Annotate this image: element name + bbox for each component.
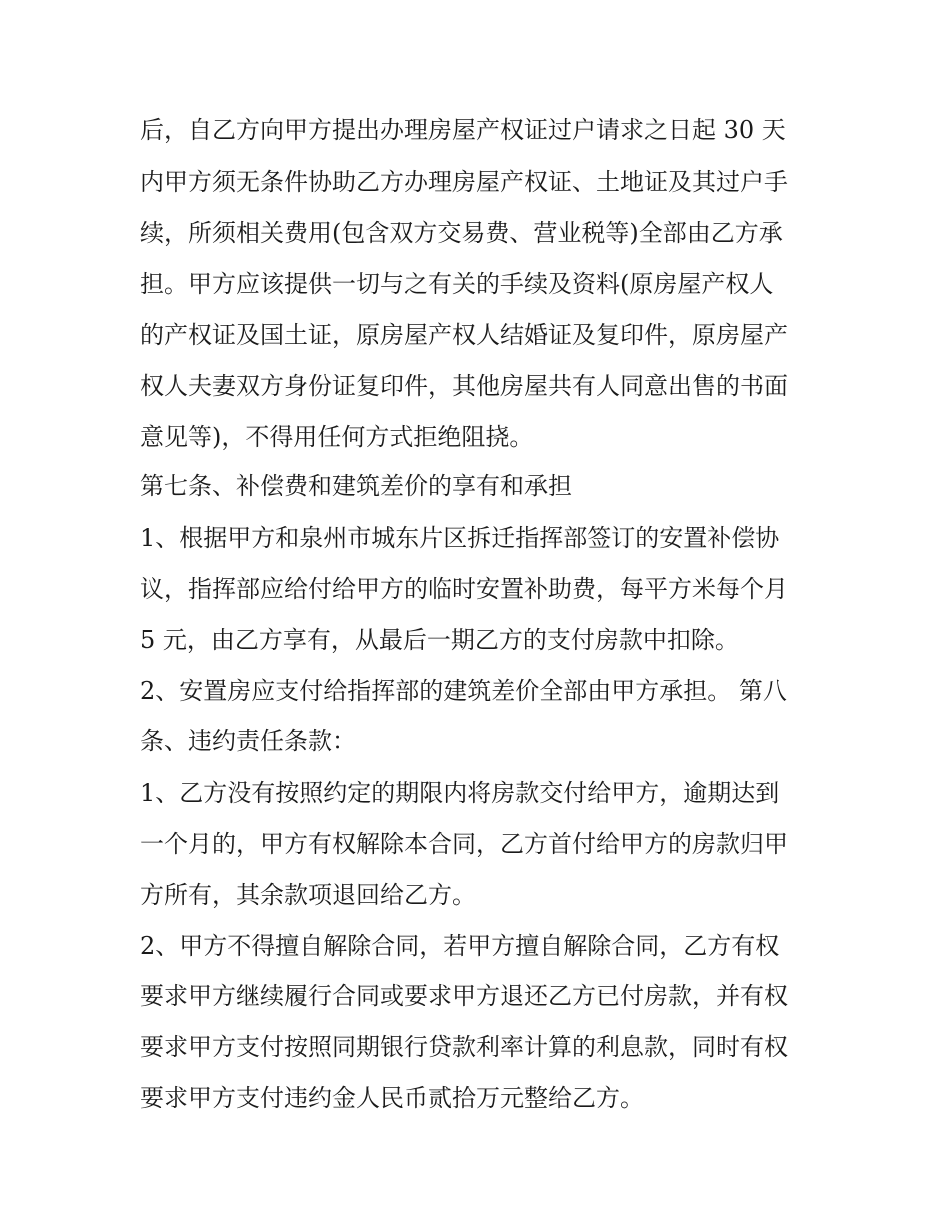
text-line: 一个月的，甲方有权解除本合同，乙方首付给甲方的房款归甲 bbox=[140, 830, 788, 858]
text-line: 续，所须相关费用(包含双方交易费、营业税等)全部由乙方承 bbox=[140, 219, 783, 247]
text-line: 内甲方须无条件协助乙方办理房屋产权证、土地证及其过户手 bbox=[140, 168, 788, 196]
text-line: 2、甲方不得擅自解除合同，若甲方擅自解除合同，乙方有权 bbox=[140, 932, 780, 960]
text-line: 要求甲方支付违约金人民币贰拾万元整给乙方。 bbox=[140, 1084, 644, 1112]
text-line: 权人夫妻双方身份证复印件，其他房屋共有人同意出售的书面 bbox=[140, 372, 788, 400]
text-line: 担。甲方应该提供一切与之有关的手续及资料(原房屋产权人 bbox=[140, 270, 774, 298]
section-heading: 条、违约责任条款： bbox=[140, 727, 356, 755]
text-line: 的产权证及国土证，原房屋产权人结婚证及复印件，原房屋产 bbox=[140, 321, 788, 349]
text-line: 2、安置房应支付给指挥部的建筑差价全部由甲方承担。 第八 bbox=[140, 677, 787, 705]
section-heading: 第七条、补偿费和建筑差价的享有和承担 bbox=[140, 472, 572, 500]
text-line: 方所有，其余款项退回给乙方。 bbox=[140, 881, 476, 909]
text-line: 意见等)，不得用任何方式拒绝阻挠。 bbox=[140, 423, 534, 451]
text-line: 5 元，由乙方享有，从最后一期乙方的支付房款中扣除。 bbox=[140, 626, 739, 654]
text-line: 1、乙方没有按照约定的期限内将房款交付给甲方，逾期达到 bbox=[140, 779, 780, 807]
text-line: 要求甲方继续履行合同或要求甲方退还乙方已付房款，并有权 bbox=[140, 982, 788, 1010]
text-line: 要求甲方支付按照同期银行贷款利率计算的利息款，同时有权 bbox=[140, 1033, 788, 1061]
text-line: 1、根据甲方和泉州市城东片区拆迁指挥部签订的安置补偿协 bbox=[140, 524, 780, 552]
text-line: 议，指挥部应给付给甲方的临时安置补助费，每平方米每个月 bbox=[140, 575, 788, 603]
text-line: 后，自乙方向甲方提出办理房屋产权证过户请求之日起 30 天 bbox=[140, 116, 786, 144]
